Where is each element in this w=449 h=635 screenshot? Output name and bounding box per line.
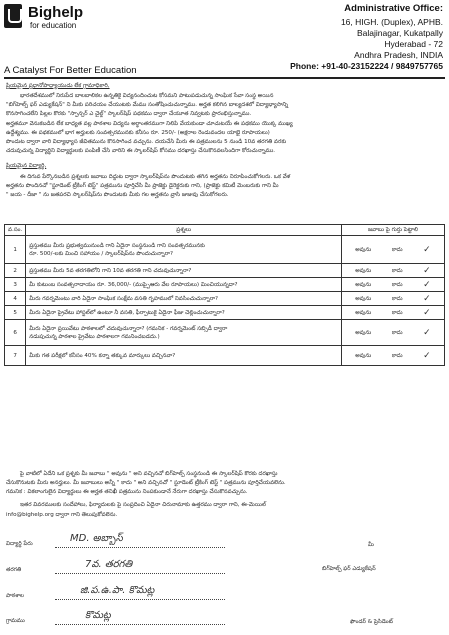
question-text-cont: రూ. 500/-లకు మించి సహాయం / స్కాలర్‌షిప్‌ను పొందుచున్నారా? bbox=[29, 250, 173, 257]
table-row bbox=[5, 320, 445, 346]
school-value[interactable]: జి.ప.ఉ.పా. కొమట్ల bbox=[80, 585, 155, 596]
checkmark-icon: ✓ bbox=[423, 244, 431, 255]
closing-org: బిగ్‌హెల్ప్ ఫర్ ఎడ్యుకేషన్ bbox=[322, 566, 376, 572]
office-line: Andhra Pradesh, INDIA bbox=[354, 50, 443, 60]
question-text: మీరు ఏదైనా ప్రయివేటు పాఠశాలలో చదువుచున్నారా? (గమనిక - గవర్నమెంట్ సబ్సిడీ ద్వారా bbox=[29, 325, 228, 332]
para2-line: " జయ - దీజా " ను జతపరచి స్కాలర్‌షిప్‌ను పొందుటకు మీకు గల అర్హతను వ్రాసి జుజువు చేసుకోగలరు. bbox=[6, 192, 229, 198]
table-row bbox=[5, 264, 445, 278]
row-number: 2 bbox=[5, 264, 26, 278]
para1-line: అర్హతమూ వెనుకబడిన లేక బాధ్యత వల్ల పాఠశాల విద్యను అర్థాంతరముగా నిలిపి వేయకుండా చూచుటయే ఈ పథకము యొక్క ముఖ్య bbox=[6, 121, 293, 127]
answer-no[interactable]: కాదు bbox=[391, 295, 403, 302]
para1-line: "బిగ్‌హెల్ప్ ఫర్ ఎడ్యుకేషన్" ని మీకు పరిచయం చేయుటకు మేము సంతోషించుచున్నాము. అర్హత కలిగిన బాల్యదశలో విద్యాభ్యాసాన్ని bbox=[6, 102, 289, 108]
question-cell bbox=[26, 306, 342, 320]
school-line bbox=[55, 599, 225, 600]
answer-cell[interactable] bbox=[342, 264, 445, 278]
para1-line: చదువుచున్న విద్యార్థిని విద్యార్థులకు పంపిణీ చేసి వారిని ఈ స్కాలర్‌షిప్ కోసము దరఖాస్తు చేసుకొనవలసిందిగా కోరుచున్నాము. bbox=[6, 148, 276, 154]
student-salutation: ప్రియమైన విద్యార్థి, bbox=[6, 163, 47, 169]
answer-no[interactable]: కాదు bbox=[391, 267, 403, 274]
office-address-block bbox=[233, 3, 443, 72]
contact-email-line: info@bighelp.org ద్వారా గాని తెలుపుకోవలెను. bbox=[6, 512, 118, 518]
eligibility-table bbox=[4, 224, 445, 366]
student-name-value[interactable]: MD. అబ్బాస్ bbox=[70, 533, 123, 544]
office-line: Balajinagar, Kukatpally bbox=[356, 28, 443, 38]
answer-no[interactable]: కాదు bbox=[391, 309, 403, 316]
question-cell bbox=[26, 264, 342, 278]
checkmark-icon: ✓ bbox=[423, 279, 431, 290]
class-label: తరగతి bbox=[6, 567, 22, 573]
para2-line: అర్హతను పొందినచో "స్టూడెంట్ ట్రీకింగ్ టెస్ట్" పత్రమును పూర్తిచేసి మీ ప్రాజెక్టు డైరెక్టరుకు గాని, (ప్రాజెక్టు కమిటీ మెంబరుకు గాని మీ bbox=[6, 183, 279, 189]
question-text-cont: నడుపుచున్న పాఠశాల ప్రైవేటు పాఠశాలగా గమనించబడదు.) bbox=[29, 333, 160, 340]
office-line: Hyderabad - 72 bbox=[384, 39, 443, 49]
question-cell bbox=[26, 236, 342, 264]
answer-yes[interactable]: అవును bbox=[355, 295, 372, 302]
table-row bbox=[5, 306, 445, 320]
class-value[interactable]: 7వ. తరగతి bbox=[85, 559, 133, 570]
row-number: 4 bbox=[5, 292, 26, 306]
question-cell bbox=[26, 320, 342, 346]
answer-cell[interactable] bbox=[342, 320, 445, 346]
student-name-line bbox=[55, 547, 225, 548]
row-number: 7 bbox=[5, 346, 26, 366]
answer-yes[interactable]: అవును bbox=[355, 352, 372, 359]
question-text: ప్రస్తుతము మీరు 5వ తరగతిలోని గాని 10వ తరగతి గాని చదువుచున్నారా? bbox=[29, 267, 192, 274]
answer-yes[interactable]: అవును bbox=[355, 267, 372, 274]
answer-cell[interactable] bbox=[342, 346, 445, 366]
question-cell bbox=[26, 346, 342, 366]
checkmark-icon: ✓ bbox=[423, 327, 431, 338]
closing-text: మీ bbox=[368, 542, 374, 548]
column-header-questions: ప్రశ్నలు bbox=[26, 225, 342, 236]
column-header-number: వ.సం. bbox=[5, 225, 26, 236]
question-text: మీరు ఏదైనా ప్రైవేటు హాస్టల్‌లో ఉంటూ నీ వసతి, ఫీర్పాటుకై ఏదైనా ఫీజు చెల్లించుచున్నారా? bbox=[29, 309, 225, 316]
row-number: 1 bbox=[5, 236, 26, 264]
answer-yes[interactable]: అవును bbox=[355, 281, 372, 288]
instruction-line: పై వాటిలో ఏదేని ఒక ప్రశ్నకు మీ జవాబు " అవును " అని వచ్చినచో బిగ్‌హెల్ప్ సంస్థనుండి ఈ స్కాలర్‌షిప్ కొరకు దరఖాస్తు bbox=[20, 471, 278, 477]
answer-yes[interactable]: అవును bbox=[355, 329, 372, 336]
village-value[interactable]: కొమట్ల bbox=[85, 610, 111, 621]
note-line: గమనిక : వికలాంగులైన విద్యార్థులు ఈ అర్హత తనిఖీ పత్రమును నింపకుండానే నేరుగా దరఖాస్తు చేసుకొనవచ్చును. bbox=[6, 489, 248, 495]
answer-cell[interactable] bbox=[342, 292, 445, 306]
answer-no[interactable]: కాదు bbox=[391, 246, 403, 253]
brand-subtitle: for education bbox=[30, 21, 77, 30]
founder-signature-label: ఫౌండర్ & ప్రెసిడెంట్ bbox=[350, 619, 393, 625]
answer-yes[interactable]: అవును bbox=[355, 246, 372, 253]
column-header-answer: జవాబు పై గుర్తు పెట్టాలి bbox=[342, 225, 445, 236]
office-phone: Phone: +91-40-23152224 / 9849757765 bbox=[290, 61, 443, 71]
table-row bbox=[5, 278, 445, 292]
instruction-line: చేసుకొనుటకు మీరు అనర్హులు. మీ జవాబులు అన్నీ " కాదు " అని వచ్చినచో " స్టూడెంట్ ట్రీకింగ్ టెస్ట్ " పత్రమును పూర్తిచేయవలెను. bbox=[6, 480, 286, 486]
brand-tagline: A Catalyst For Better Education bbox=[4, 65, 137, 76]
row-number: 6 bbox=[5, 320, 26, 346]
checkmark-icon: ✓ bbox=[423, 265, 431, 276]
question-text: మీ కుటుంబ సంవత్సరాదాయం రూ. 36,000/- (ముప్పైఆరు వేల రూపాయలు) మించియున్నదా? bbox=[29, 281, 238, 288]
answer-cell[interactable] bbox=[342, 236, 445, 264]
para1-line: కొనసాగించలేని పిల్లల కొరకు "స్పాన్సర్ ఎ చైల్డ్" స్కాలర్‌షిప్ పథకము ద్వారా చేయూత నివ్వటకు ప్రారంభిస్తున్నాము. bbox=[6, 111, 252, 117]
answer-no[interactable]: కాదు bbox=[391, 352, 403, 359]
village-label: గ్రామము bbox=[6, 618, 25, 624]
student-name-label: విద్యార్థి పేరు bbox=[6, 541, 33, 547]
header-divider bbox=[4, 77, 445, 79]
para1-line: భారతదేశములో నిరుపేద బాలబాలికల ఉన్నతికై విద్యనందించుట కోసమని పాటుపడుచున్న సాంఘిక సేవా సంస్థ అయిన bbox=[20, 93, 274, 99]
village-line bbox=[55, 624, 225, 625]
table-row bbox=[5, 236, 445, 264]
question-text: ప్రస్తుతము మీరు ప్రభుత్వమునుండి గాని ఏదైనా సంస్థనుండి గాని సంవత్సరమునకు bbox=[29, 242, 205, 249]
answer-cell[interactable] bbox=[342, 278, 445, 292]
checkmark-icon: ✓ bbox=[423, 307, 431, 318]
answer-cell[interactable] bbox=[342, 306, 445, 320]
class-line bbox=[55, 573, 225, 574]
row-number: 5 bbox=[5, 306, 26, 320]
question-cell bbox=[26, 292, 342, 306]
school-label: పాఠశాల bbox=[6, 593, 24, 599]
question-text: మీరు గవర్నమెంటు వారి ఏదైనా సాంఘిక సంక్షేమ వసతి గృహములో నివసించుచున్నారా? bbox=[29, 295, 219, 302]
checkmark-icon: ✓ bbox=[423, 350, 431, 361]
table-row bbox=[5, 346, 445, 366]
para1-line: పొందుట ద్వారా వారి విద్యాభ్యాస జీవితమును కొనసాగించ వచ్చును. దయచేసి మీరు ఈ పత్రములను 5 నుండి 10వ తరగతి వరకు bbox=[6, 139, 287, 145]
bighelp-logo-icon bbox=[4, 4, 22, 28]
para2-line: ఈ దిగువ పేర్కొనబడిన ప్రశ్నలకు జవాబు దిద్దుట ద్వారా స్కాలర్‌షిప్‌ను పొందుటకు తగిన అర్హతను నిరూపించుకోగలరు. ఒక వేళ bbox=[20, 174, 291, 180]
answer-no[interactable]: కాదు bbox=[391, 329, 403, 336]
question-cell bbox=[26, 278, 342, 292]
para1-line: ఉద్దేశ్యము. ఈ పథకములో భాగ అర్హులకు సంవత్సరమునకు కనీసం రూ. 250/- (అక్షరాల రెండువందల యాభై రూపాయలు) bbox=[6, 130, 270, 136]
contact-line: ఇతర వివరములకు సందేహాలు, ఫిర్యాదులకు పై సంప్రదించి ఏదైనా చిరునామాకు ఉత్తరము ద్వారా గాని, ఈ-మెయిల్ bbox=[20, 502, 266, 508]
answer-yes[interactable]: అవును bbox=[355, 309, 372, 316]
greeting: ప్రియమైన ప్రధానోపాధ్యాయుడు లేక గ్రామాధికారి, bbox=[6, 83, 110, 89]
brand-name: Bighelp bbox=[28, 4, 83, 21]
office-line: 16, HIGH. (Duplex), APHB. bbox=[340, 17, 443, 27]
row-number: 3 bbox=[5, 278, 26, 292]
office-title: Administrative Office: bbox=[344, 3, 443, 14]
table-row bbox=[5, 292, 445, 306]
question-text: మీకు గత పరీక్షలో కనీసం 40% కన్నా తక్కువ మార్కులు వచ్చినవా? bbox=[29, 352, 176, 359]
table-header-row bbox=[5, 225, 445, 236]
answer-no[interactable]: కాదు bbox=[391, 281, 403, 288]
checkmark-icon: ✓ bbox=[423, 293, 431, 304]
